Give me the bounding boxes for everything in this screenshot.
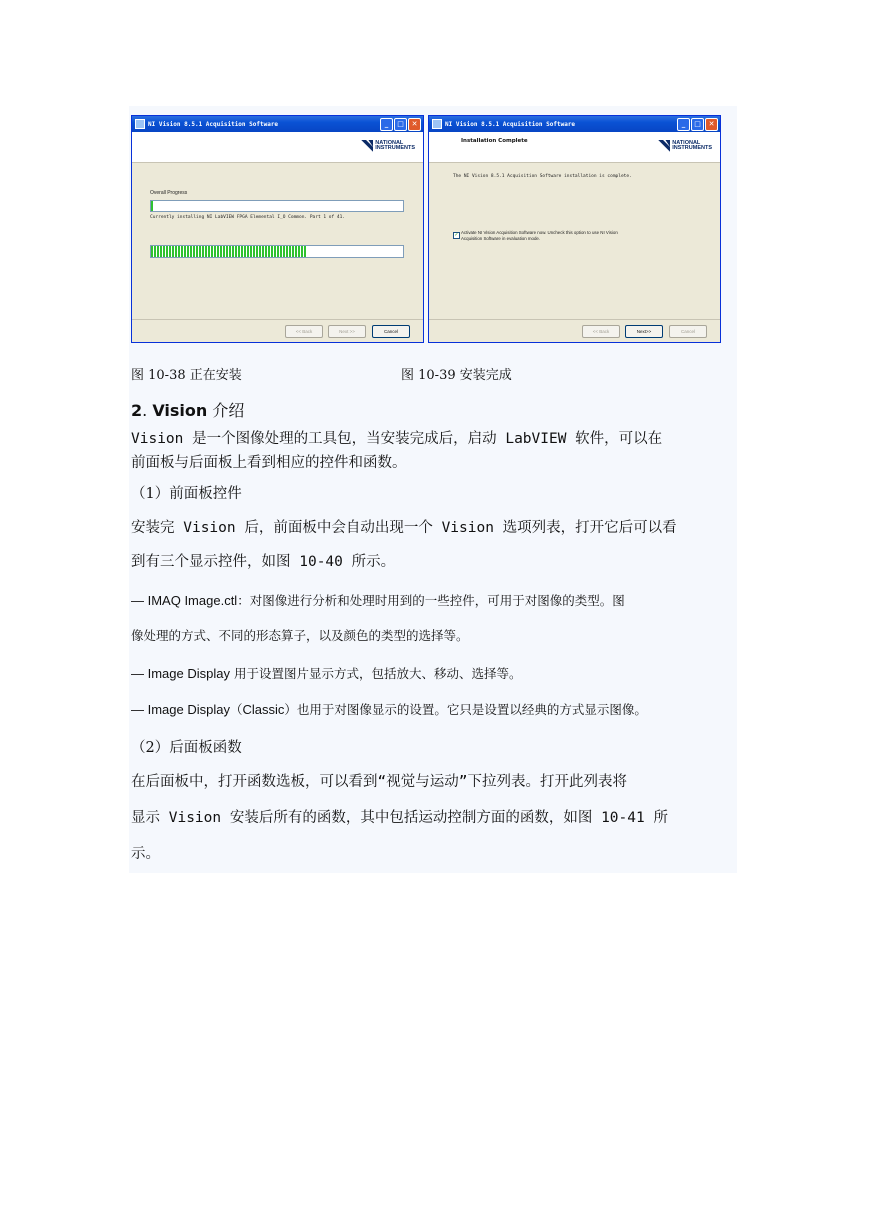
section-heading: 2. Vision 介绍 [131,401,245,420]
cancel-button[interactable]: Cancel [372,325,410,338]
next-button[interactable]: Next>> [625,325,663,338]
current-progress-bar [150,245,404,258]
intro-line-1: Vision 是一个图像处理的工具包，当安装完成后，启动 LabVIEW 软件，可以在 [131,431,663,447]
app-icon [135,119,145,129]
paragraph-1-line-1: 安装完 Vision 后，前面板中会自动出现一个 Vision 选项列表，打开它后可以看 [131,520,677,536]
activate-checkbox[interactable]: ✓ [454,232,459,238]
button-row [132,319,423,342]
close-button[interactable]: ✕ [705,118,718,131]
overall-progress-label: Overall Progress [150,190,188,196]
overall-progress-fill [151,201,154,211]
title-bar [429,116,720,132]
bullet-imaq-image: — IMAQ Image.ctl：对图像进行分析和处理时用到的一些控件，可用于对图像的类型。图 [131,593,625,608]
figure-caption-10-38: 图 10-38 正在安装 [131,368,242,383]
installer-window-progress [131,115,424,343]
close-button[interactable]: ✕ [408,118,421,131]
ni-logo: NATIONAL INSTRUMENTS [658,140,712,152]
bullet-image-display: — Image Display 用于设置图片显示方式，包括放大、移动、选择等。 [131,666,522,681]
paragraph-2-line-2: 显示 Vision 安装后所有的函数，其中包括运动控制方面的函数，如图 10-41 所 [131,810,668,826]
ni-eagle-icon [658,140,670,152]
subheading-back-panel: （2）后面板函数 [131,740,242,756]
bullet-imaq-image-line-2: 像处理的方式、不同的形态算子，以及颜色的类型的选择等。 [131,628,469,643]
paragraph-2-line-1: 在后面板中，打开函数选板，可以看到“视觉与运动”下拉列表。打开此列表将 [131,774,627,790]
paragraph-2-line-3: 示。 [131,846,160,862]
current-progress-fill [151,246,307,257]
installer-banner [429,132,720,163]
window-title: NI Vision 8.5.1 Acquisition Software [445,120,576,128]
overall-progress-bar [150,200,404,212]
installer-window-complete [428,115,721,343]
status-text: Currently installing NI LabVIEW FPGA Elemental I_O Common. Part 1 of 41. [150,215,346,220]
ni-eagle-icon [361,140,373,152]
paragraph-1-line-2: 到有三个显示控件，如图 10-40 所示。 [131,554,396,570]
activate-checkbox-label: Activate NI Vision Acquisition Software now. Uncheck this option to use NI Vision [461,230,618,235]
button-row [429,319,720,342]
minimize-button[interactable]: _ [677,118,690,131]
bullet-image-display-classic: — Image Display（Classic）也用于对图像显示的设置。它只是设置以经典的方式显示图像。 [131,702,647,717]
window-title: NI Vision 8.5.1 Acquisition Software [148,120,279,128]
back-button[interactable]: << Back [285,325,323,338]
app-icon [432,119,442,129]
activate-checkbox-label-2: Acquisition Software in evaluation mode. [461,236,541,241]
next-button[interactable]: Next >> [328,325,366,338]
title-bar [132,116,423,132]
maximize-button[interactable]: □ [394,118,407,131]
subheading-front-panel: （1）前面板控件 [131,486,242,502]
cancel-button[interactable]: Cancel [669,325,707,338]
intro-line-2: 前面板与后面板上看到相应的控件和函数。 [131,455,407,471]
installation-complete-heading: Installation Complete [461,138,528,144]
maximize-button[interactable]: □ [691,118,704,131]
ni-logo: NATIONAL INSTRUMENTS [361,140,415,152]
back-button[interactable]: << Back [582,325,620,338]
completion-message: The NI Vision 8.5.1 Acquisition Software installation is complete. [453,174,632,179]
figure-caption-10-39: 图 10-39 安装完成 [401,368,512,383]
minimize-button[interactable]: _ [380,118,393,131]
installer-banner [132,132,423,163]
